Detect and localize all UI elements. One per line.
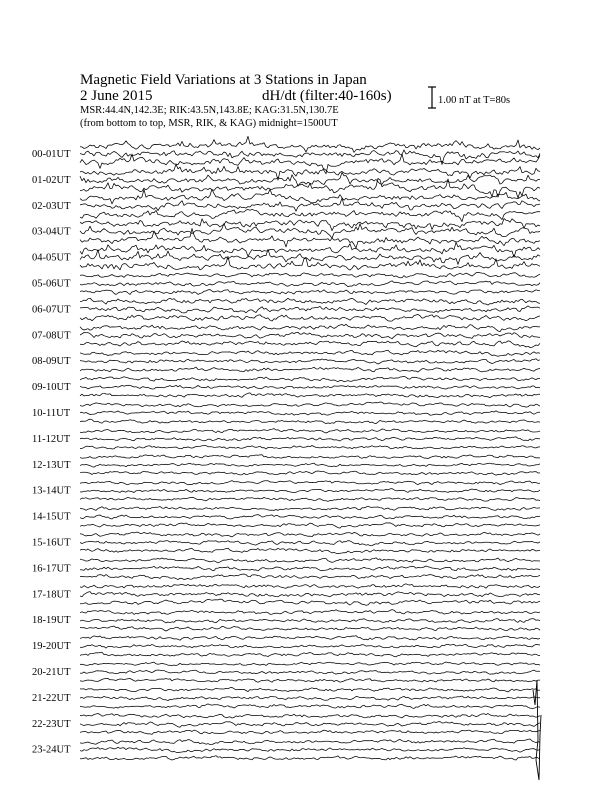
trace-kag-20-21ut xyxy=(80,662,540,666)
trace-msr-23-24ut xyxy=(80,756,540,760)
trace-kag-21-22ut xyxy=(80,687,540,692)
trace-kag-17-18ut xyxy=(80,584,540,589)
trace-kag-15-16ut xyxy=(80,532,540,537)
trace-msr-05-06ut xyxy=(80,290,540,295)
hour-label: 17-18UT xyxy=(32,589,71,601)
trace-msr-16-17ut xyxy=(80,574,540,580)
trace-kag-14-15ut xyxy=(80,506,540,510)
hour-label: 01-02UT xyxy=(32,174,71,186)
chart-date: 2 June 2015 xyxy=(80,88,153,104)
chart-title: Magnetic Field Variations at 3 Stations in Japan xyxy=(80,72,367,88)
trace-kag-19-20ut xyxy=(80,636,540,641)
trace-msr-08-09ut xyxy=(80,367,540,372)
trace-rik-08-09ut xyxy=(80,359,540,364)
hour-label: 19-20UT xyxy=(32,641,71,653)
trace-rik-10-11ut xyxy=(80,411,540,415)
hour-label: 13-14UT xyxy=(32,485,71,497)
trace-rik-13-14ut xyxy=(80,489,540,493)
hour-label: 07-08UT xyxy=(32,330,71,342)
trace-rik-05-06ut xyxy=(80,281,540,287)
trace-msr-14-15ut xyxy=(80,523,540,528)
trace-rik-15-16ut xyxy=(80,541,540,546)
hour-label: 16-17UT xyxy=(32,563,71,575)
trace-kag-06-07ut xyxy=(80,298,540,305)
trace-rik-18-19ut xyxy=(80,619,540,623)
trace-msr-15-16ut xyxy=(80,548,540,553)
trace-kag-04-05ut xyxy=(80,242,540,257)
trace-kag-16-17ut xyxy=(80,558,540,563)
trace-rik-19-20ut xyxy=(80,644,540,648)
trace-rik-16-17ut xyxy=(80,566,540,571)
scale-bar-label: 1.00 nT at T=80s xyxy=(438,95,511,106)
trace-kag-12-13ut xyxy=(80,455,540,459)
trace-kag-23-24ut xyxy=(80,739,540,745)
trace-rik-20-21ut xyxy=(80,670,540,674)
hour-label: 21-22UT xyxy=(32,692,71,704)
hour-label: 11-12UT xyxy=(32,433,71,445)
hour-label: 10-11UT xyxy=(32,408,71,419)
hour-label: 05-06UT xyxy=(32,278,71,290)
station-order-note: (from bottom to top, MSR, RIK, & KAG) midnight=1500UT xyxy=(80,118,338,129)
trace-msr-22-23ut xyxy=(80,730,540,734)
trace-msr-13-14ut xyxy=(80,497,540,501)
trace-rik-22-23ut xyxy=(80,722,540,728)
hour-label: 06-07UT xyxy=(32,304,71,316)
trace-rik-09-10ut xyxy=(80,385,540,389)
trace-msr-01-02ut xyxy=(80,178,540,198)
hour-label: 20-21UT xyxy=(32,667,71,678)
trace-kag-09-10ut xyxy=(80,376,540,381)
hour-label: 00-01UT xyxy=(32,149,71,160)
trace-rik-06-07ut xyxy=(80,306,540,313)
trace-msr-21-22ut xyxy=(80,704,540,709)
station-coordinates: MSR:44.4N,142.3E; RIK:43.5N,143.8E; KAG:31.5N,130.7E xyxy=(80,105,339,116)
trace-msr-12-13ut xyxy=(80,471,540,475)
hour-label: 04-05UT xyxy=(32,252,71,264)
trace-msr-10-11ut xyxy=(80,419,540,424)
trace-rik-14-15ut xyxy=(80,515,540,519)
trace-rik-17-18ut xyxy=(80,592,540,597)
trace-rik-12-13ut xyxy=(80,463,540,467)
hour-label: 18-19UT xyxy=(32,615,71,627)
trace-msr-06-07ut xyxy=(80,314,540,321)
trace-msr-09-10ut xyxy=(80,393,540,398)
trace-kag-01-02ut xyxy=(80,164,540,180)
trace-kag-10-11ut xyxy=(80,402,540,407)
trace-rik-07-08ut xyxy=(80,332,540,338)
trace-kag-02-03ut xyxy=(80,189,540,204)
hour-label: 03-04UT xyxy=(32,226,71,238)
hour-labels xyxy=(32,149,71,756)
trace-kag-03-04ut xyxy=(80,219,540,231)
hour-label: 23-24UT xyxy=(32,744,71,756)
trace-kag-08-09ut xyxy=(80,350,540,356)
trace-rik-11-12ut xyxy=(80,437,540,441)
trace-msr-17-18ut xyxy=(80,599,540,605)
trace-msr-19-20ut xyxy=(80,652,540,657)
hour-label: 09-10UT xyxy=(32,382,71,394)
trace-kag-00-01ut xyxy=(80,136,540,152)
traces xyxy=(80,136,541,780)
hour-label: 22-23UT xyxy=(32,718,71,730)
trace-msr-20-21ut xyxy=(80,679,540,683)
chart-filter: dH/dt (filter:40-160s) xyxy=(262,88,392,104)
late-day-spike xyxy=(533,680,541,780)
trace-rik-23-24ut xyxy=(80,747,540,752)
trace-msr-11-12ut xyxy=(80,446,540,450)
trace-msr-02-03ut xyxy=(80,209,540,221)
trace-kag-07-08ut xyxy=(80,324,540,331)
trace-rik-02-03ut xyxy=(80,198,540,211)
hour-label: 08-09UT xyxy=(32,356,71,368)
trace-kag-05-06ut xyxy=(80,272,540,277)
hour-label: 15-16UT xyxy=(32,537,71,549)
scale-bar xyxy=(428,87,436,108)
hour-label: 14-15UT xyxy=(32,511,71,523)
hour-label: 12-13UT xyxy=(32,459,71,471)
hour-label: 02-03UT xyxy=(32,200,71,212)
trace-kag-22-23ut xyxy=(80,714,540,719)
trace-kag-13-14ut xyxy=(80,481,540,485)
trace-rik-21-22ut xyxy=(80,696,540,701)
trace-msr-07-08ut xyxy=(80,341,540,348)
trace-msr-18-19ut xyxy=(80,626,540,631)
trace-kag-11-12ut xyxy=(80,429,540,433)
trace-kag-18-19ut xyxy=(80,610,540,615)
